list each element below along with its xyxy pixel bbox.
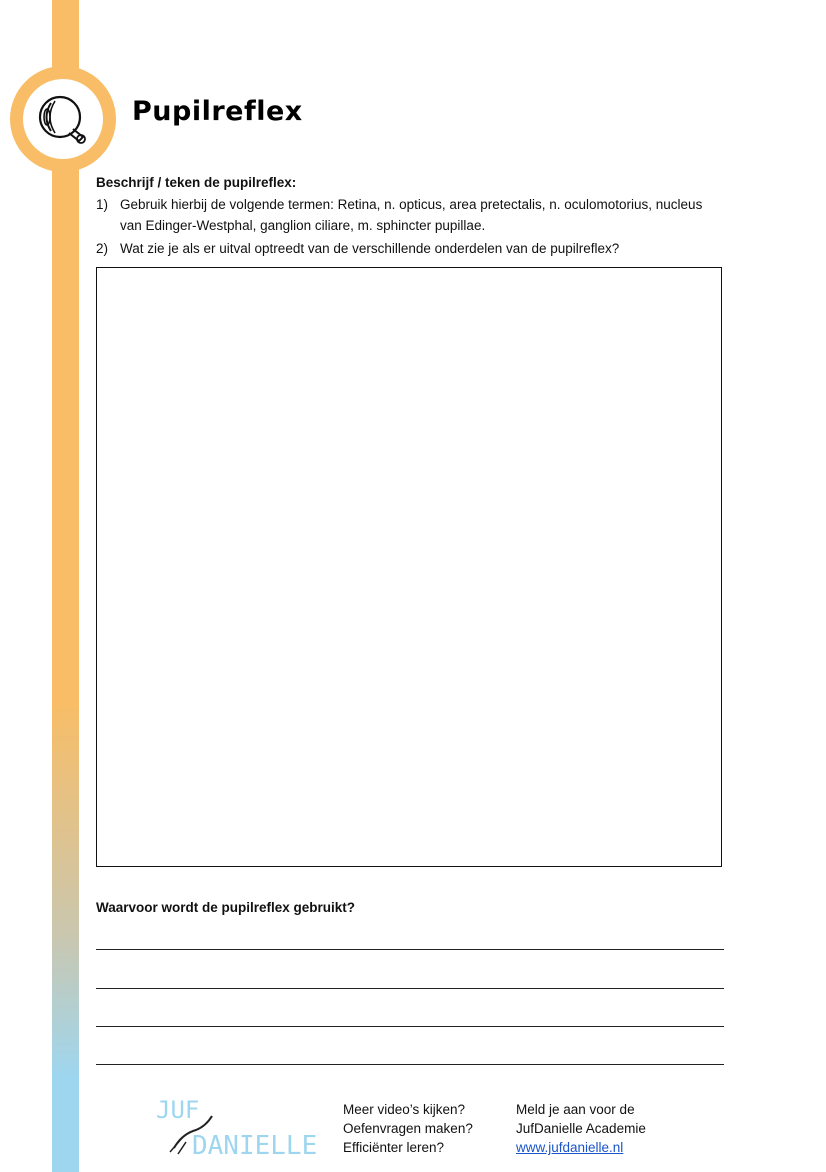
page-title: Pupilreflex xyxy=(132,96,303,127)
drawing-area[interactable] xyxy=(96,267,722,867)
eye-magnifier-icon xyxy=(33,89,93,149)
question-text: Waarvoor wordt de pupilreflex gebruikt? xyxy=(96,900,356,915)
website-link[interactable]: www.jufdanielle.nl xyxy=(516,1140,624,1155)
footer-signup xyxy=(516,1100,646,1157)
signup-line: JufDanielle Academie xyxy=(516,1121,646,1136)
answer-line[interactable] xyxy=(96,949,724,950)
signup-line: Meld je aan voor de xyxy=(516,1102,635,1117)
instruction-text: Wat zie je als er uitval optreedt van de verschillende onderdelen van de pupilreflex? xyxy=(120,241,620,256)
instruction-text: Gebruik hierbij de volgende termen: Retina, n. opticus, area pretectalis, n. oculomotorius, nucleus van Edinger-Westphal, ganglion ciliare, m. sphincter pupillae. xyxy=(120,197,703,233)
instruction-number: 2) xyxy=(96,241,109,256)
logo-text-bottom: DANIELLE xyxy=(192,1131,318,1160)
answer-line[interactable] xyxy=(96,988,724,989)
side-accent-bar xyxy=(52,0,79,1172)
promo-line: Meer video’s kijken? xyxy=(343,1102,466,1117)
logo-text-top: JUF xyxy=(156,1096,200,1124)
promo-line: Efficiënter leren? xyxy=(343,1140,445,1155)
instruction-number: 1) xyxy=(96,197,109,212)
promo-line: Oefenvragen maken? xyxy=(343,1121,473,1136)
title-badge xyxy=(10,66,116,172)
footer-promo xyxy=(343,1100,473,1157)
answer-line[interactable] xyxy=(96,1064,724,1065)
instructions-heading: Beschrijf / teken de pupilreflex: xyxy=(96,175,297,190)
jufdanielle-logo xyxy=(156,1094,320,1160)
answer-line[interactable] xyxy=(96,1026,724,1027)
